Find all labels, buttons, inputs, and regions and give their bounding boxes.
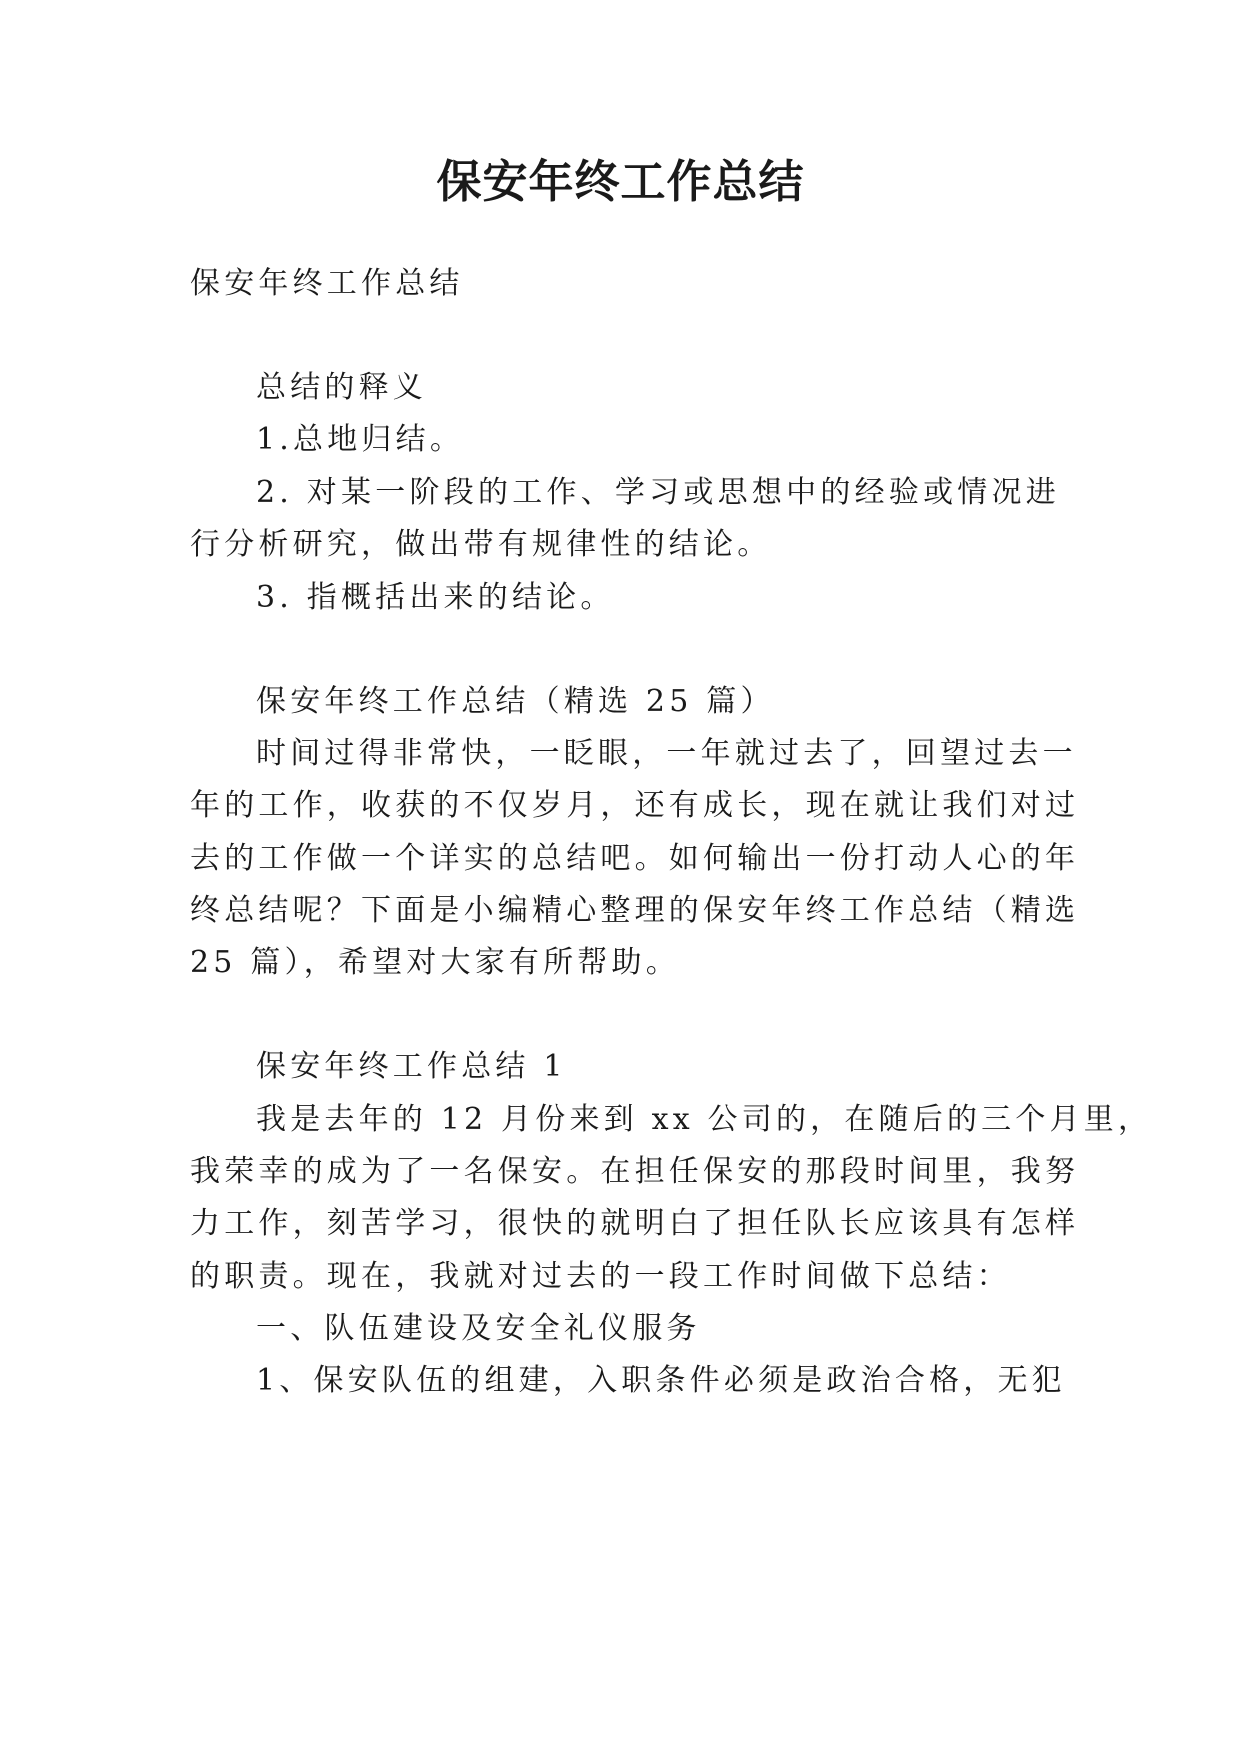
summary-1-line-3: 力工作，刻苦学习，很快的就明白了担任队长应该具有怎样 [190, 1206, 1080, 1241]
definition-item-2-line-2: 行分析研究，做出带有规律性的结论。 [190, 527, 772, 562]
section-heading-selection: 保安年终工作总结（精选 25 篇） [256, 684, 775, 719]
summary-1-line-1: 我是去年的 12 月份来到 xx 公司的，在随后的三个月里， [256, 1102, 1153, 1137]
section-heading-definition: 总结的释义 [256, 370, 427, 405]
summary-1-line-4: 的职责。现在，我就对过去的一段工作时间做下总结： [190, 1259, 1011, 1294]
intro-paragraph-line-3: 去的工作做一个详实的总结吧。如何输出一份打动人心的年 [190, 841, 1080, 876]
section-heading-summary-1: 保安年终工作总结 1 [256, 1049, 567, 1084]
intro-paragraph-line-5: 25 篇），希望对大家有所帮助。 [190, 945, 680, 980]
intro-paragraph-line-1: 时间过得非常快，一眨眼，一年就过去了，回望过去一 [256, 736, 1077, 771]
document-title: 保安年终工作总结 [436, 155, 805, 208]
subsection-heading-team: 一、队伍建设及安全礼仪服务 [256, 1311, 701, 1346]
document-subtitle: 保安年终工作总结 [190, 266, 464, 301]
definition-item-1: 1.总地归结。 [256, 422, 465, 457]
definition-item-2-line-1: 2. 对某一阶段的工作、学习或思想中的经验或情况进 [256, 475, 1060, 510]
team-item-1-line-1: 1、保安队伍的组建，入职条件必须是政治合格，无犯 [256, 1363, 1066, 1398]
definition-item-3: 3. 指概括出来的结论。 [256, 580, 615, 615]
intro-paragraph-line-4: 终总结呢？下面是小编精心整理的保安年终工作总结（精选 [190, 893, 1080, 928]
intro-paragraph-line-2: 年的工作，收获的不仅岁月，还有成长，现在就让我们对过 [190, 788, 1080, 823]
summary-1-line-2: 我荣幸的成为了一名保安。在担任保安的那段时间里，我努 [190, 1154, 1080, 1189]
